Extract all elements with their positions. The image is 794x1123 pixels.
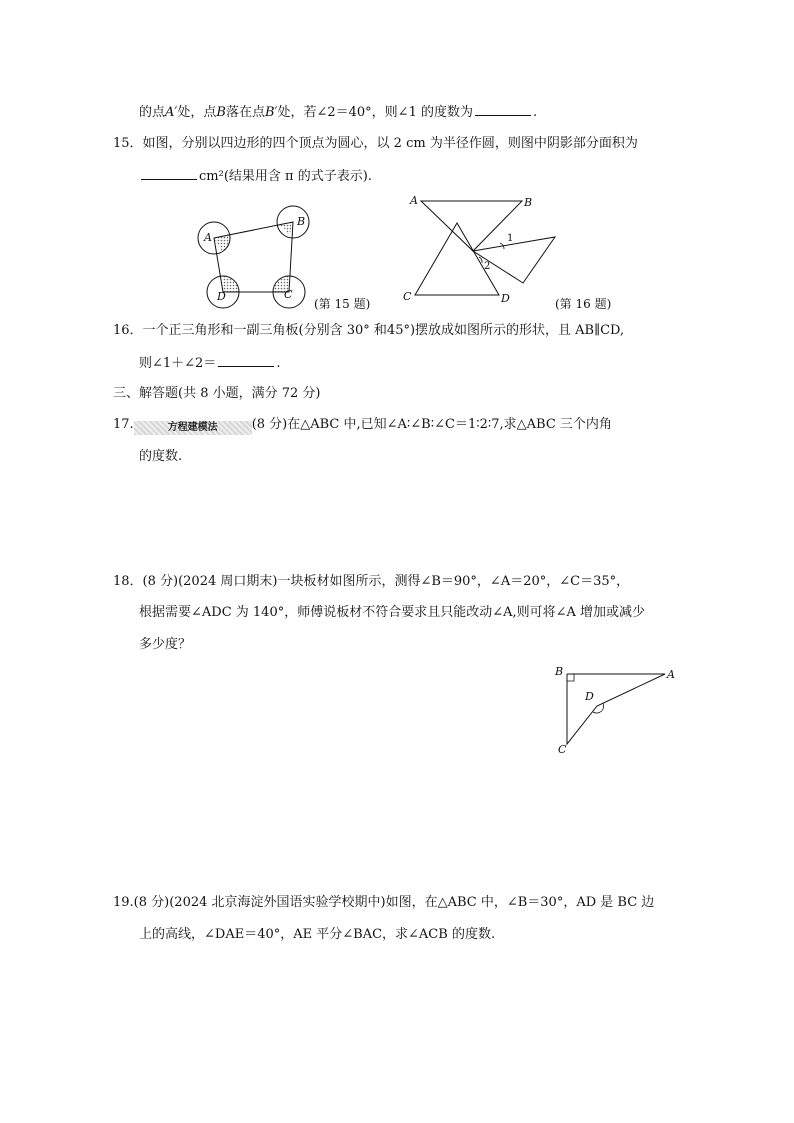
label-c: C — [284, 288, 293, 301]
q17-line1: 17. 方程建模法 (8 分)在△ABC 中,已知∠A∶∠B∶∠C＝1∶2∶7,求△ABC 三个内角 — [113, 417, 612, 433]
label-d: D — [501, 292, 510, 305]
figure-18 — [550, 660, 680, 760]
label-a: A — [410, 194, 418, 207]
answer-blank — [475, 103, 531, 116]
label-angle-2: 2 — [484, 261, 491, 272]
fig16-caption: (第 16 题) — [555, 297, 612, 311]
figure-15 — [190, 200, 370, 310]
label-b: B — [297, 215, 306, 228]
angle-d-arc — [593, 703, 604, 713]
label-c: C — [403, 290, 412, 303]
label-d: D — [217, 290, 226, 303]
fig15-caption: (第 15 题) — [314, 297, 371, 311]
answer-blank — [141, 167, 197, 180]
q18-line1: 18．(8 分)(2024 周口期末)一块板材如图所示，测得∠B＝90°，∠A＝20°，∠C＝35°， — [113, 574, 630, 589]
q19-line2: 上的高线，∠DAE＝40°，AE 平分∠BAC，求∠ACB 的度数. — [139, 927, 496, 942]
q16-line1: 16．一个正三角形和一副三角板(分别含 30° 和45°)摆放成如图所示的形状，且 AB∥CD, — [113, 323, 625, 338]
figure-16 — [405, 193, 565, 303]
q15-line1: 15．如图，分别以四边形的四个顶点为圆心，以 2 cm 为半径作圆，则图中阴影部分面积为 — [113, 136, 638, 151]
method-badge: 方程建模法 — [134, 421, 252, 435]
q16-line2: 则∠1＋∠2＝ . — [139, 356, 281, 371]
set-square-45 — [473, 237, 555, 283]
q18-line2: 根据需要∠ADC 为 140°，师傅说板材不符合要求且只能改动∠A,则可将∠A 增加或减少 — [139, 605, 646, 620]
label-b: B — [524, 196, 533, 209]
label-d: D — [585, 690, 594, 703]
label-c: C — [558, 743, 567, 756]
q17-line2: 的度数. — [139, 449, 183, 464]
label-b: B — [555, 665, 564, 678]
label-angle-1: 1 — [507, 233, 514, 244]
label-a: A — [667, 668, 675, 681]
label-a: A — [204, 231, 212, 244]
q14-tail-line: 的点A′处，点B落在点B′处，若∠2＝40°，则∠1 的度数为 . — [139, 105, 538, 120]
q18-line3: 多少度？ — [139, 637, 192, 652]
board-outline — [567, 674, 665, 744]
answer-blank — [218, 354, 274, 367]
section-3-title: 三、解答题(共 8 小题，满分 72 分) — [113, 386, 321, 401]
right-angle-mark — [567, 674, 574, 681]
q15-line2: cm²(结果用含 π 的式子表示). — [139, 167, 372, 186]
q19-line1: 19.(8 分)(2024 北京海淀外国语实验学校期中)如图，在△ABC 中，∠B＝30°，AD 是 BC 边 — [113, 895, 655, 910]
